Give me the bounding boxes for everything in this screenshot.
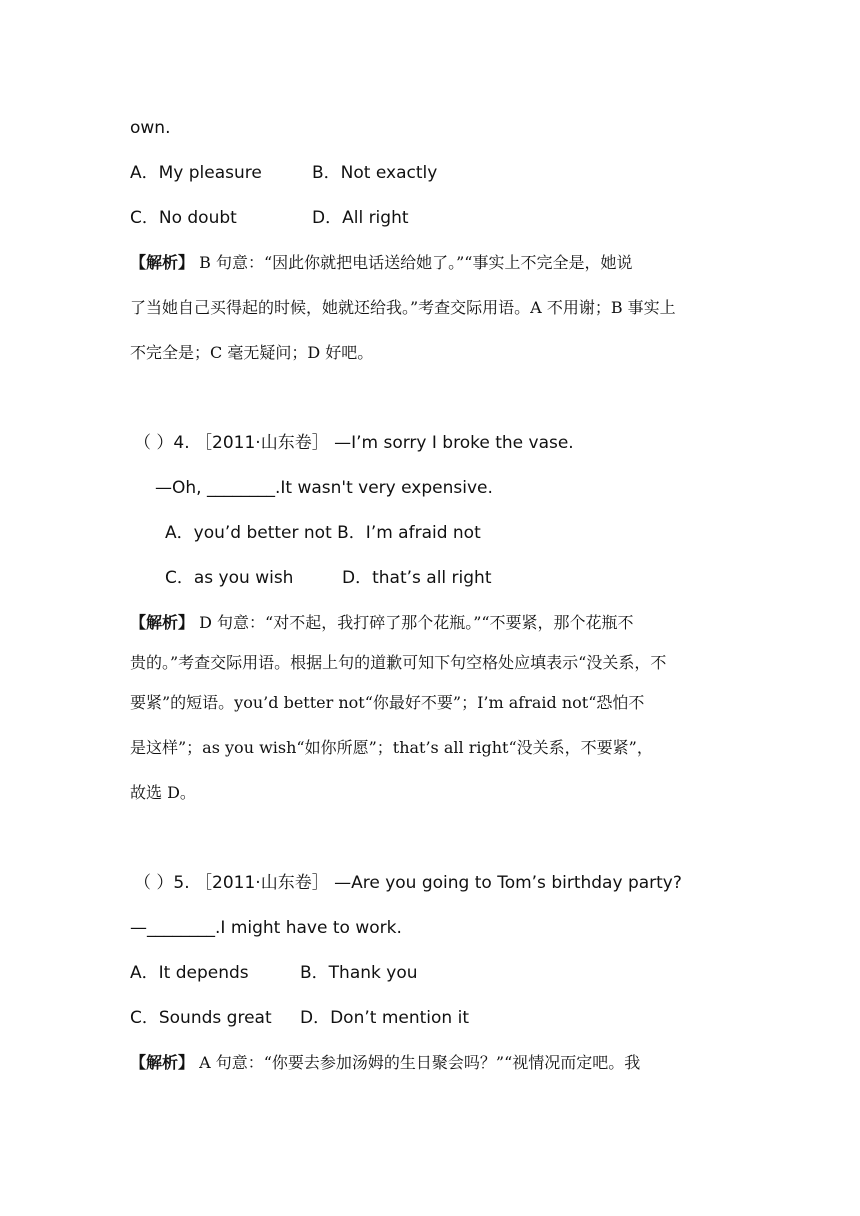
q4-reply: —Oh, ________.It wasn't very expensive. (155, 478, 493, 498)
q3-analysis-tag: 【解析】 (130, 253, 195, 272)
q3-option-a: A．My pleasure (130, 163, 262, 183)
q3-analysis-line-1 (130, 251, 633, 275)
q3-analysis-line-2: 了当她自己买得起的时候，她就还给我。”考查交际用语。A 不用谢；B 事实上 (130, 298, 676, 317)
q3-option-d: D．All right (312, 208, 409, 228)
q5-analysis-text-1: A 句意：“你要去参加汤姆的生日聚会吗？”“视情况而定吧。我 (194, 1053, 641, 1072)
q3-stem-tail: own. (130, 118, 171, 138)
q3-option-c: C．No doubt (130, 208, 237, 228)
q4-stem: （ ）4. ［2011·山东卷］ —I’m sorry I broke the vase. (134, 433, 574, 453)
q4-options-ab: A．you’d better not B．I’m afraid not (165, 523, 481, 543)
q4-analysis-tag: 【解析】 (130, 613, 195, 632)
q3-option-b: B．Not exactly (312, 163, 438, 183)
q4-option-c: C．as you wish (165, 568, 294, 588)
q5-option-b: B．Thank you (300, 963, 418, 983)
q5-analysis-line-1 (130, 1051, 640, 1075)
q4-analysis-line-4: 是这样”；as you wish“如你所愿”；that’s all right“没关系，不要紧”， (130, 738, 653, 757)
q4-analysis-line-1 (130, 611, 634, 635)
q4-analysis-line-2: 贵的。”考查交际用语。根据上句的道歉可知下句空格处应填表示“没关系，不 (130, 653, 667, 672)
q5-reply: —________.I might have to work. (130, 918, 402, 938)
q4-option-d: D．that’s all right (342, 568, 492, 588)
q5-analysis-tag: 【解析】 (130, 1053, 195, 1072)
q5-option-a: A．It depends (130, 963, 249, 983)
q4-analysis-text-1: D 句意：“对不起，我打碎了那个花瓶。”“不要紧，那个花瓶不 (194, 613, 634, 632)
q5-option-d: D．Don’t mention it (300, 1008, 469, 1028)
q3-analysis-line-3: 不完全是；C 毫无疑问；D 好吧。 (130, 343, 374, 362)
q5-option-c: C．Sounds great (130, 1008, 272, 1028)
q4-analysis-line-5: 故选 D。 (130, 783, 196, 802)
q4-analysis-line-3: 要紧”的短语。you’d better not“你最好不要”；I’m afraid not“恐怕不 (130, 693, 645, 712)
q5-stem: （ ）5. ［2011·山东卷］ —Are you going to Tom’s birthday party? (134, 873, 682, 893)
q3-analysis-text-1: B 句意：“因此你就把电话送给她了。”“事实上不完全是，她说 (194, 253, 633, 272)
